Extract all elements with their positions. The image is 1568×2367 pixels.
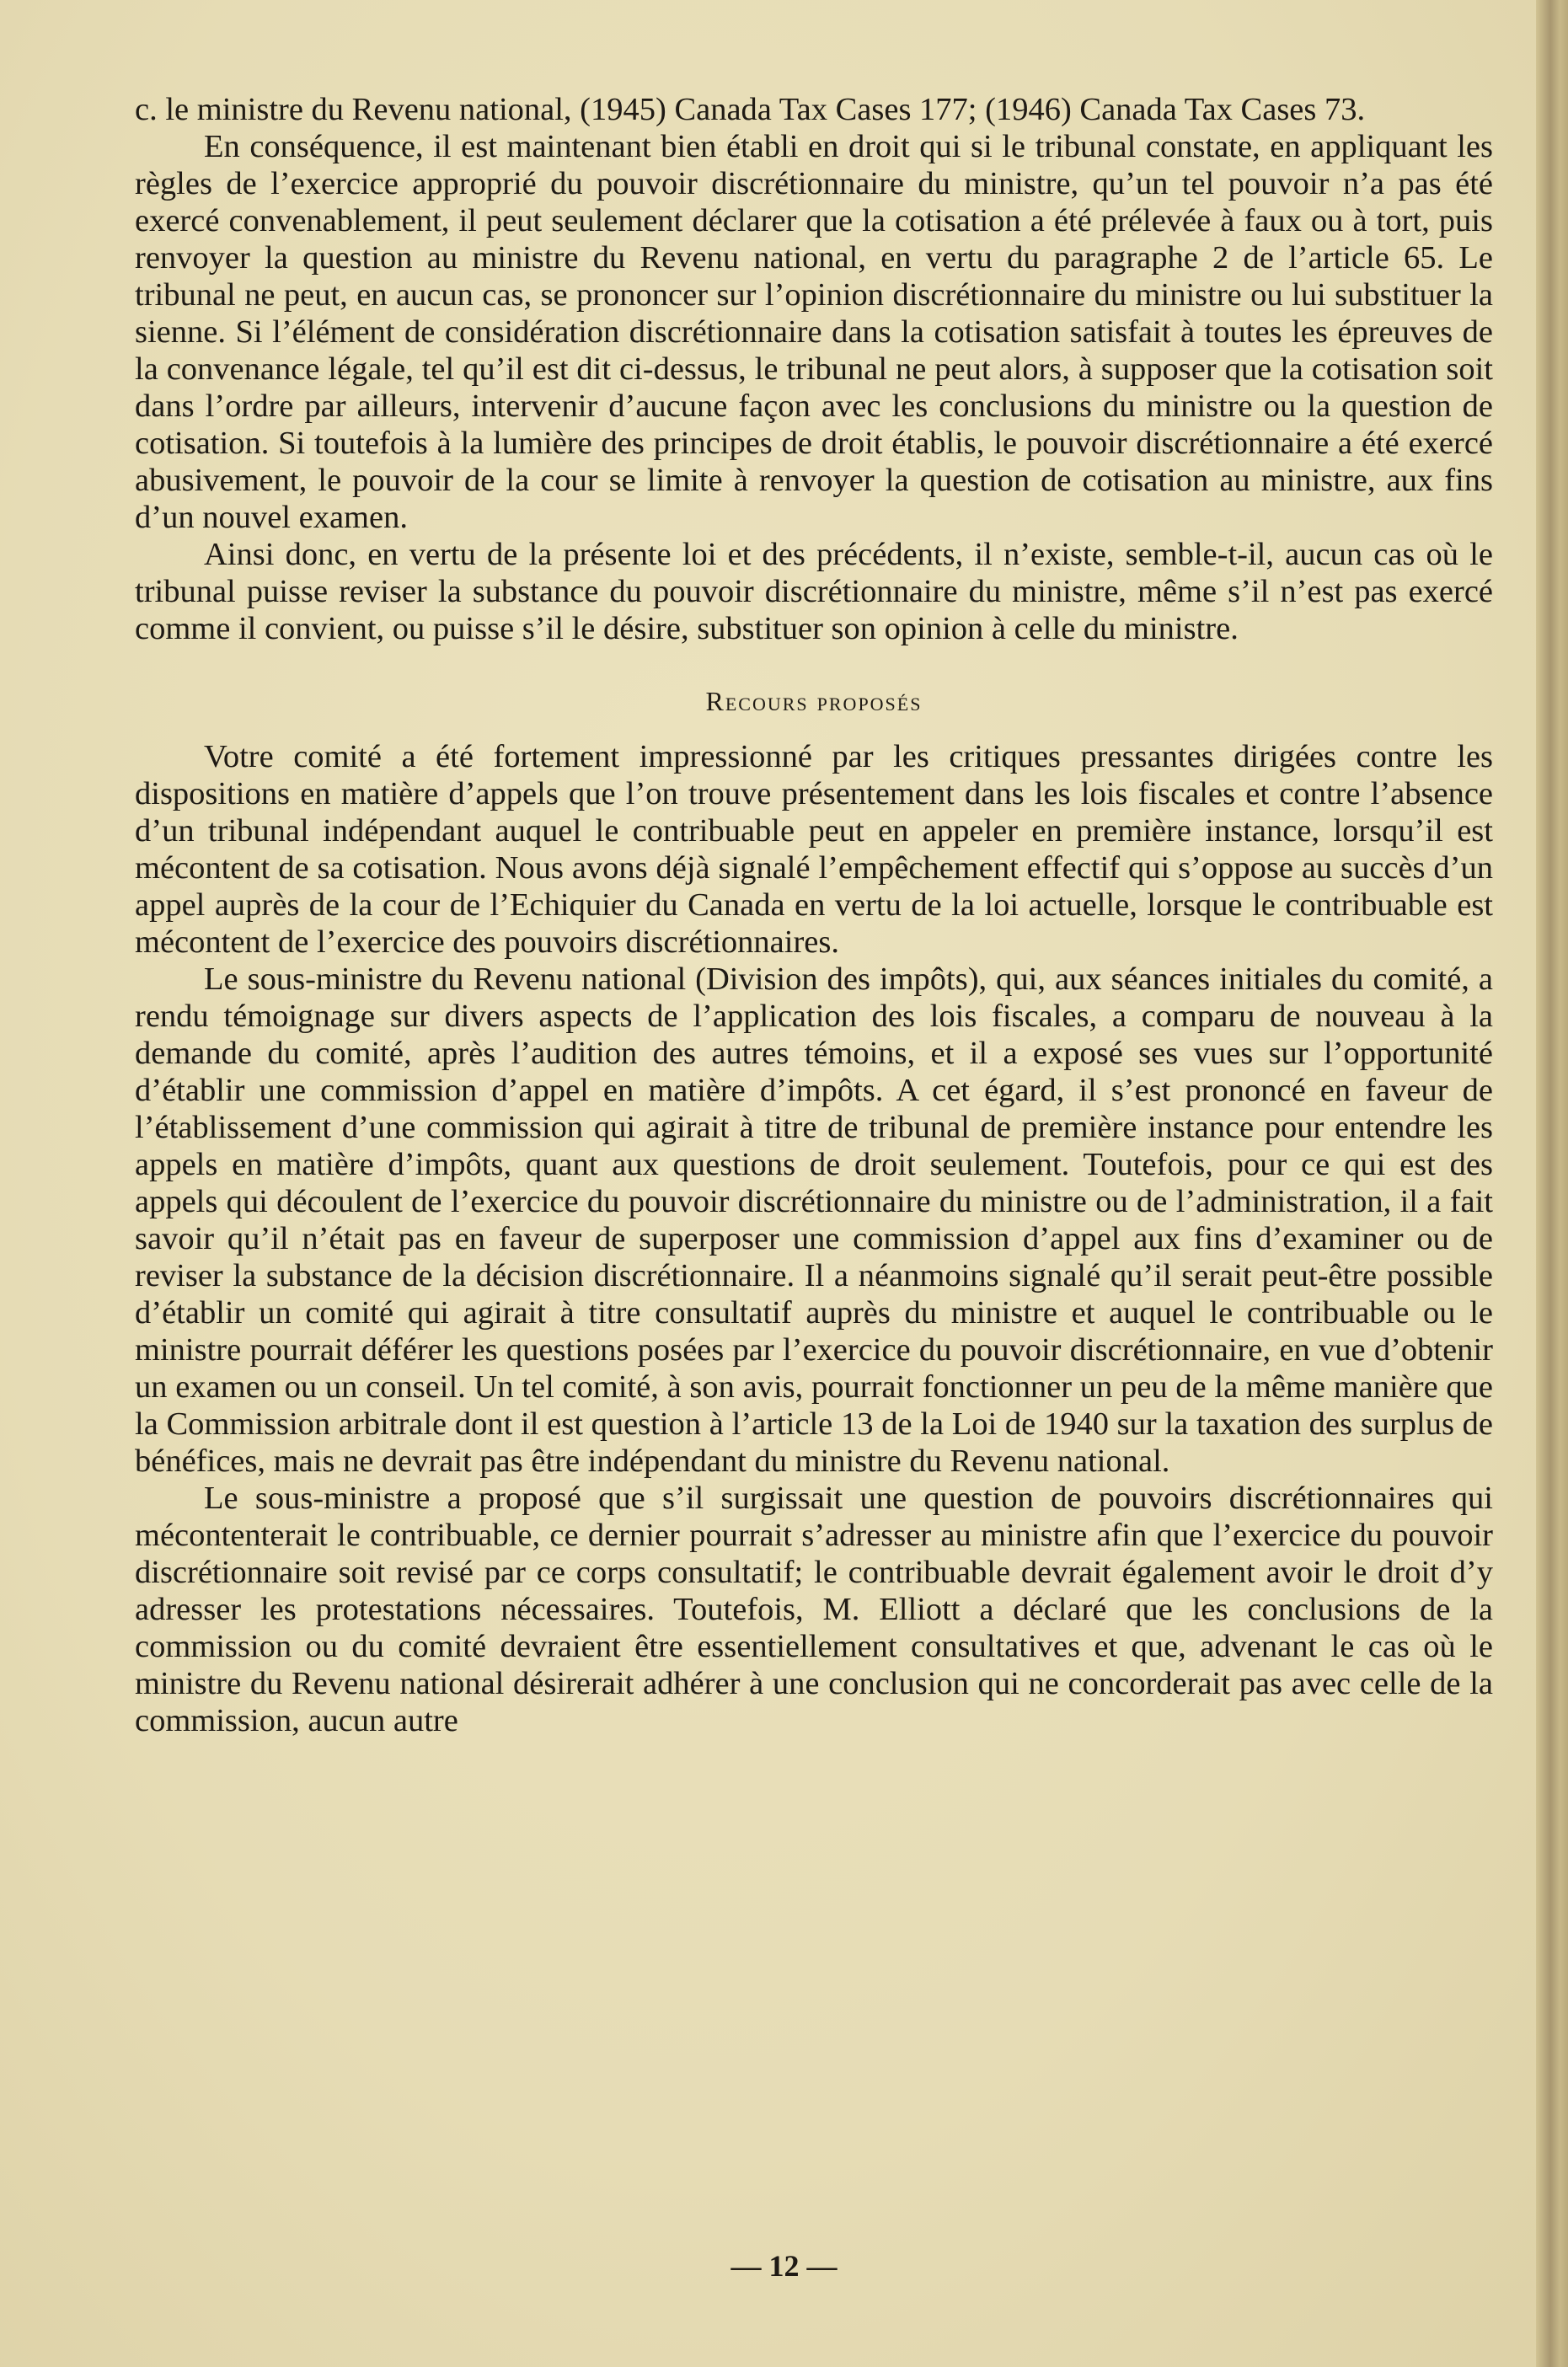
- paragraph-consequence: En conséquence, il est maintenant bien établi en droit qui si le tribunal constate, en appliquant les règles de l’exercice approprié du pouvoir discrétionnaire du ministre, qu’un tel pouvoir n’a pas été exercé convenablement, il peut seulement déclarer que la cotisation a été prélevée à faux ou à tort, puis renvoyer la question au ministre du Revenu national, en vertu du paragraphe 2 de l’article 65. Le tribunal ne peut, en aucun cas, se prononcer sur l’opinion discrétionnaire du ministre ou lui substituer la sienne. Si l’élément de considération discrétionnaire dans la cotisation satisfait à toutes les épreuves de la convenance légale, tel qu’il est dit ci-dessus, le tribunal ne peut alors, à supposer que la cotisation soit dans l’ordre par ailleurs, intervenir d’aucune façon avec les conclusions du ministre ou la question de cotisation. Si toutefois à la lumière des principes de droit établis, le pouvoir discrétionnaire a été exercé abusivement, le pouvoir de la cour se limite à renvoyer la question de cotisation au ministre, aux fins d’un nouvel examen.: [135, 129, 1493, 535]
- page-binding-edge: [1536, 0, 1568, 2367]
- paragraph-sous-ministre: Le sous-ministre du Revenu national (Division des impôts), qui, aux séances initiales du comité, a rendu témoignage sur divers aspects de l’application des lois fiscales, a comparu de nouveau à la demande du comité, après l’audition des autres témoins, et il a exposé ses vues sur l’opportunité d’établir une commission d’appel en matière d’impôts. A cet égard, il s’est prononcé en faveur de l’établissement d’une commission qui agirait à titre de tribunal de première instance pour entendre les appels en matière d’impôts, quant aux questions de droit seulement. Toutefois, pour ce qui est des appels qui découlent de l’exercice du pouvoir discrétionnaire du ministre ou de l’administration, il a fait savoir qu’il n’était pas en faveur de superposer une commission d’appel aux fins d’examiner ou de reviser la substance de la décision discrétionnaire. Il a néanmoins signalé qu’il serait peut-être possible d’établir un comité qui agirait à titre consultatif auprès du ministre et auquel le contribuable ou le ministre pourrait déférer les questions posées par l’exercice du pouvoir discrétionnaire, en vue d’obtenir un examen ou un conseil. Un tel comité, à son avis, pourrait fonctionner un peu de la même manière que la Commission arbitrale dont il est question à l’article 13 de la Loi de 1940 sur la taxation des surplus de bénéfices, mais ne devrait pas être indépendant du ministre du Revenu national.: [135, 961, 1493, 1479]
- paragraph-proposition: Le sous-ministre a proposé que s’il surgissait une question de pouvoirs discrétionnaires qui mécontenterait le contribuable, ce dernier pourrait s’adresser au ministre afin que l’exercice du pouvoir discrétionnaire soit revisé par ce corps consultatif; le contribuable devrait également avoir le droit d’y adresser les protestations nécessaires. Toutefois, M. Elliott a déclaré que les conclusions de la commission ou du comité devraient être essentiellement consultatives et que, advenant le cas où le ministre du Revenu national désirerait adhérer à une conclusion qui ne concorderait pas avec celle de la commission, aucun autre: [135, 1481, 1493, 1738]
- body-text: [135, 91, 1493, 1739]
- paragraph-votre-comite: Votre comité a été fortement impressionné par les critiques pressantes dirigées contre les dispositions en matière d’appels que l’on trouve présentement dans les lois fiscales et contre l’absence d’un tribunal indépendant auquel le contribuable peut en appeler en première instance, lorsqu’il est mécontent de sa cotisation. Nous avons déjà signalé l’empêchement effectif qui s’oppose au succès d’un appel auprès de la cour de l’Echiquier du Canada en vertu de la loi actuelle, lorsque le contribuable est mécontent de l’exercice des pouvoirs discrétionnaires.: [135, 739, 1493, 960]
- citation-paragraph: c. le ministre du Revenu national, (1945) Canada Tax Cases 177; (1946) Canada Tax Cases 73.: [135, 92, 1366, 127]
- paragraph-ainsi-donc: Ainsi donc, en vertu de la présente loi et des précédents, il n’existe, semble-t-il, aucun cas où le tribunal puisse reviser la substance du pouvoir discrétionnaire du ministre, même s’il n’est pas exercé comme il convient, ou puisse s’il le désire, substituer son opinion à celle du ministre.: [135, 537, 1493, 646]
- section-heading: Recours proposés: [705, 686, 923, 716]
- page-number: — 12 —: [730, 2249, 838, 2283]
